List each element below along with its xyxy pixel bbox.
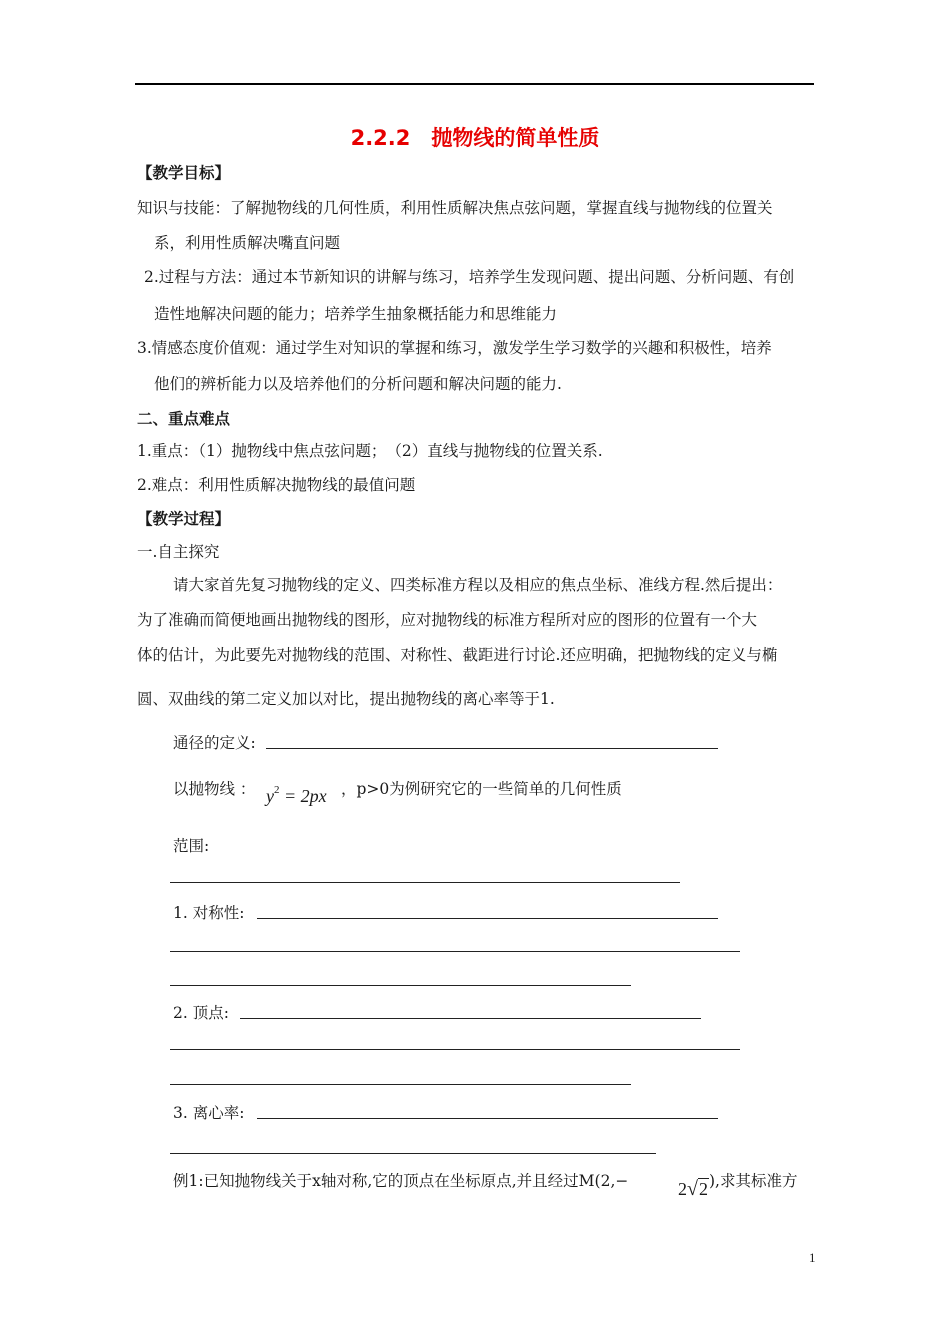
range-blank xyxy=(170,882,680,883)
section-heading: 一.自主探究 xyxy=(137,543,220,561)
root-coefficient: 2 xyxy=(678,1179,687,1199)
root-argument: 2 xyxy=(698,1179,708,1199)
paragraph-line-4: 圆、双曲线的第二定义加以对比，提出抛物线的离心率等于1. xyxy=(137,690,555,708)
page-number: 1 xyxy=(809,1250,816,1265)
latus-rectum-blank xyxy=(266,748,718,749)
eccentricity-blank-1 xyxy=(257,1118,718,1119)
parabola-example-suffix: ，p>0为例研究它的一些简单的几何性质 xyxy=(341,780,622,798)
example1-text: 例1:已知抛物线关于x轴对称,它的顶点在坐标原点,并且经过M(2,− xyxy=(173,1172,629,1190)
parabola-example-prefix: 以抛物线 ： xyxy=(173,780,256,798)
eccentricity-blank-2 xyxy=(170,1153,656,1154)
vertex-blank-3 xyxy=(170,1084,631,1085)
vertex-label: 2. 顶点: xyxy=(173,1004,229,1022)
equation-rest: = 2px xyxy=(279,786,327,806)
keypoints-heading: 二、重点难点 xyxy=(137,409,231,428)
sqrt-icon: √ xyxy=(687,1178,698,1200)
process-line-2: 造性地解决问题的能力；培养学生抽象概括能力和思维能力 xyxy=(154,305,558,323)
knowledge-line-2: 系，利用性质解决嘴直问题 xyxy=(154,234,341,252)
equation-exponent: 2 xyxy=(274,784,280,796)
page-title: 2.2.2 抛物线的简单性质 xyxy=(350,126,600,150)
symmetry-blank-3 xyxy=(170,985,631,986)
objectives-heading: 【教学目标】 xyxy=(137,163,231,182)
keypoint-difficulty: 2.难点：利用性质解决抛物线的最值问题 xyxy=(137,476,416,494)
knowledge-line-1: 知识与技能：了解抛物线的几何性质，利用性质解决焦点弦问题，掌握直线与抛物线的位置关 xyxy=(137,199,773,217)
range-label: 范围: xyxy=(173,837,210,855)
process-heading: 【教学过程】 xyxy=(137,509,231,528)
symmetry-blank-1 xyxy=(257,918,718,919)
header-rule xyxy=(135,83,814,85)
vertex-blank-1 xyxy=(240,1018,701,1019)
symmetry-blank-2 xyxy=(170,951,740,952)
process-line-1: 2.过程与方法：通过本节新知识的讲解与练习，培养学生发现问题、提出问题、分析问题、有创 xyxy=(144,268,795,286)
keypoint-focus: 1.重点：（1）抛物线中焦点弦问题； （2）直线与抛物线的位置关系. xyxy=(137,442,603,460)
example1-root-expression xyxy=(678,1178,709,1201)
symmetry-label: 1. 对称性: xyxy=(173,904,245,922)
paragraph-line-3: 体的估计，为此要先对抛物线的范围、对称性、截距进行讨论.还应明确，把抛物线的定义与椭 xyxy=(137,646,778,664)
example1-suffix: ),求其标准方 xyxy=(709,1172,798,1190)
emotion-line-1: 3.情感态度价值观：通过学生对知识的掌握和练习，激发学生学习数学的兴趣和积极性，培养 xyxy=(137,339,772,357)
emotion-line-2: 他们的辨析能力以及培养他们的分析问题和解决问题的能力. xyxy=(154,375,562,393)
eccentricity-label: 3. 离心率: xyxy=(173,1104,245,1122)
paragraph-line-2: 为了准确而简便地画出抛物线的图形，应对抛物线的标准方程所对应的图形的位置有一个大 xyxy=(137,611,758,629)
vertex-blank-2 xyxy=(170,1049,740,1050)
paragraph-line-1: 请大家首先复习抛物线的定义、四类标准方程以及相应的焦点坐标、准线方程.然后提出： xyxy=(173,576,783,594)
parabola-equation xyxy=(266,786,327,807)
latus-rectum-label: 通径的定义: xyxy=(173,734,256,752)
equation-y: y xyxy=(266,786,274,806)
